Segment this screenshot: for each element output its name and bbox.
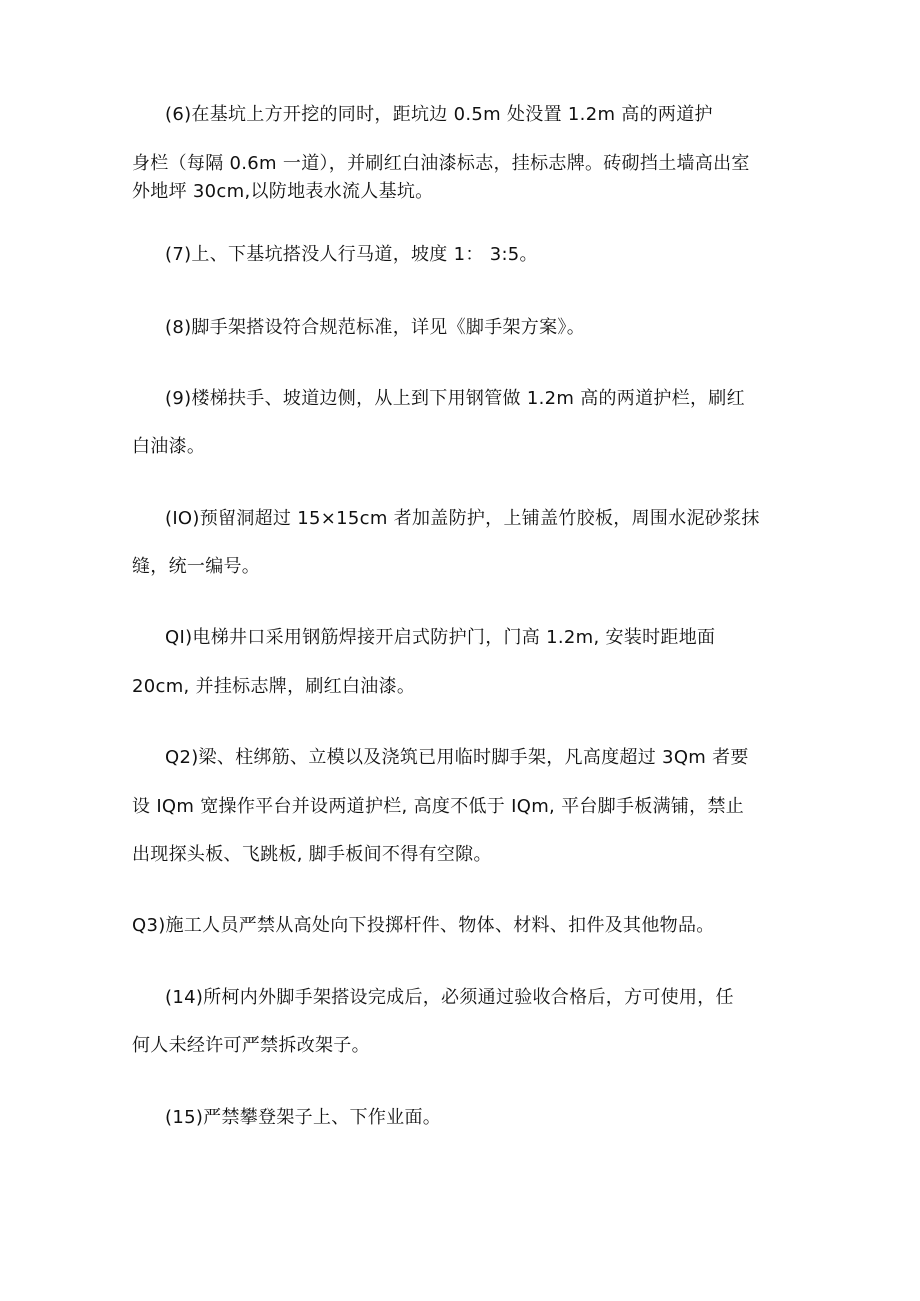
- paragraph-11-line-1: QI)电梯井口采用钢筋焊接开启式防护门，门高 1.2m, 安装时距地面: [165, 627, 716, 648]
- paragraph-6-line-2: 身栏（每隔 0.6m 一道），并刷红白油漆标志，挂标志牌。砖砌挡土墙高出室: [132, 153, 750, 174]
- paragraph-9-line-1: (9)楼梯扶手、坡道边侧，从上到下用钢管做 1.2m 高的两道护栏，刷红: [165, 388, 745, 409]
- paragraph-6-line-1: (6)在基坑上方开挖的同时，距坑边 0.5m 处没置 1.2m 高的两道护: [165, 104, 713, 125]
- paragraph-8-line-1: (8)脚手架搭设符合规范标准，详见《脚手架方案》。: [165, 317, 585, 338]
- paragraph-12-line-2: 设 IQm 宽操作平台并设两道护栏, 高度不低于 IQm, 平台脚手板满铺，禁止: [132, 796, 745, 817]
- paragraph-7-line-1: (7)上、下基坑搭没人行马道，坡度 1： 3:5。: [165, 244, 538, 265]
- paragraph-13-line-1: Q3)施工人员严禁从高处向下投掷杆件、物体、材料、扣件及其他物品。: [132, 915, 715, 936]
- paragraph-6-line-3: 外地坪 30cm,以防地表水流人基坑。: [132, 181, 434, 202]
- paragraph-14-line-1: (14)所柯内外脚手架搭设完成后，必须通过验收合格后，方可使用，任: [165, 987, 734, 1008]
- paragraph-15-line-1: (15)严禁攀登架子上、下作业面。: [165, 1107, 442, 1128]
- paragraph-11-line-2: 20cm, 并挂标志牌，刷红白油漆。: [132, 676, 416, 697]
- paragraph-10-line-1: (IO)预留洞超过 15×15cm 者加盖防护，上铺盖竹胶板，周围水泥砂浆抹: [165, 508, 760, 529]
- paragraph-9-line-2: 白油漆。: [132, 436, 206, 457]
- paragraph-12-line-1: Q2)梁、柱绑筋、立模以及浇筑已用临时脚手架，凡高度超过 3Qm 者要: [165, 747, 749, 768]
- paragraph-14-line-2: 何人未经许可严禁拆改架子。: [132, 1035, 370, 1056]
- paragraph-12-line-3: 出现探头板、飞跳板, 脚手板间不得有空隙。: [132, 844, 492, 865]
- paragraph-10-line-2: 缝，统一编号。: [132, 556, 261, 577]
